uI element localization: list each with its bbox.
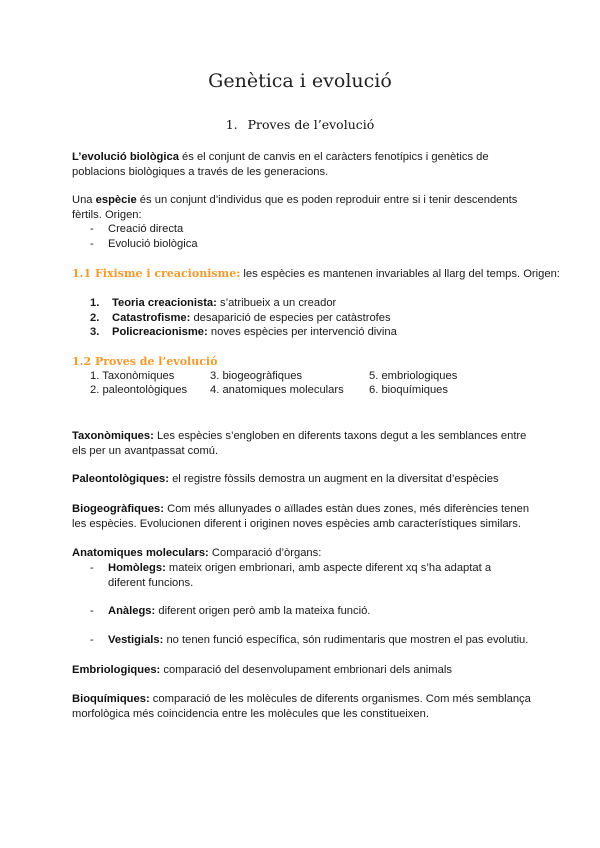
dash-bullet: - [90, 562, 94, 574]
intro-paragraph [72, 150, 489, 180]
intro-line2: poblacions biològiques a través de les generacions. [72, 166, 329, 178]
especie-line2: fèrtils. Origen: [72, 209, 142, 221]
section-heading [0, 117, 600, 132]
list-item [90, 296, 336, 311]
def-text: els per un avantpassat comú. [72, 445, 219, 457]
proves-item: 2. paleontològiques [90, 384, 188, 396]
biogeografiques-paragraph [72, 502, 529, 532]
list-item [90, 633, 528, 648]
def-text: Les espècies s’engloben en diferents taxons degut a les semblances entre [153, 430, 527, 442]
list-item [90, 604, 370, 619]
list-term: Homòlegs: [108, 562, 166, 574]
def-text: les espècies. Evolucionen diferent i originen noves espècies amb característiques similars. [72, 518, 521, 530]
document-title: Genètica i evolució [208, 70, 392, 92]
list-item-text: s’atribueix a un creador [216, 297, 337, 309]
section-number: 1. [225, 117, 238, 132]
list-term: Policreacionisme: [112, 326, 208, 338]
fixisme-text: les espècies es mantenen invariables al llarg del temps. Origen: [240, 268, 560, 280]
list-item [90, 237, 198, 252]
proves-item: 6. bioquímiques [369, 384, 448, 396]
dash-bullet: - [90, 634, 94, 646]
def-term: Paleontològiques: [72, 473, 169, 485]
proves-item: 3. biogeogràfiques [210, 370, 303, 382]
fixisme-paragraph [72, 266, 560, 282]
list-item-text: desaparició de especies per catàstrofes [190, 312, 391, 324]
def-term: Embriologiques: [72, 664, 161, 676]
def-text: Com més allunyades o aïllades estàn dues zones, més diferències tenen [164, 503, 530, 515]
def-term: Bioquímiques: [72, 693, 150, 705]
def-text: comparació de les molècules de diferents organismes. Com més semblança [149, 693, 531, 705]
paleontologiques-paragraph [72, 472, 499, 487]
especie-line1: és un conjunt d’individus que es poden reproduir entre si i tenir descendents [136, 194, 518, 206]
list-term: Vestigials: [108, 634, 164, 646]
list-term: Anàlegs: [108, 605, 156, 617]
dash-bullet: - [90, 238, 94, 250]
def-term: Biogeogràfiques: [72, 503, 164, 515]
def-text: morfològica més coincidencia entre les molècules que les constitueixen. [72, 708, 429, 720]
fixisme-heading: 1.1 Fixisme i creacionisme: [72, 267, 241, 280]
def-text: comparació del desenvolupament embrionari dels animals [160, 664, 452, 676]
list-number: 3. [90, 326, 100, 338]
especie-term: espècie [95, 194, 137, 206]
proves-item: 5. embriologiques [369, 370, 458, 382]
bioquimiques-paragraph [72, 692, 531, 722]
dash-bullet: - [90, 605, 94, 617]
embriologiques-paragraph [72, 663, 452, 678]
list-term: Catastrofisme: [112, 312, 191, 324]
intro-line1: és el conjunt de canvis en el caràcters fenotípics i genètics de [178, 151, 489, 163]
def-term: Taxonòmiques: [72, 430, 154, 442]
anatomiques-paragraph [72, 546, 321, 561]
list-item-text: Creació directa [108, 223, 184, 235]
dash-bullet: - [90, 223, 94, 235]
list-number: 2. [90, 312, 100, 324]
def-text: el registre fòssils demostra un augment en la diversitat d’espècies [168, 473, 499, 485]
list-item-text: noves espècies per intervenció divina [207, 326, 397, 338]
def-text: Comparació d’òrgans: [208, 547, 322, 559]
list-item-text: diferent origen però amb la mateixa funció. [155, 605, 371, 617]
list-item-text: mateix origen embrionari, amb aspecte diferent xq s’ha adaptat a [165, 562, 492, 574]
proves-item: 1. Taxonòmiques [90, 370, 175, 382]
list-item [90, 311, 391, 326]
list-item [90, 561, 491, 591]
list-term: Teoria creacionista: [112, 297, 217, 309]
list-item-text: Evolució biològica [108, 238, 198, 250]
list-item [90, 222, 183, 237]
list-item-text: no tenen funció específica, són rudimentaris que mostren el pas evolutiu. [163, 634, 529, 646]
taxonomiques-paragraph [72, 429, 526, 459]
intro-term: L’evolució biològica [72, 151, 179, 163]
proves-heading: 1.2 Proves de l’evolució [72, 355, 218, 368]
list-item-text: diferent funcions. [108, 577, 194, 589]
especie-pre: Una [72, 194, 96, 206]
proves-item: 4. anatomiques moleculars [210, 384, 344, 396]
list-item [90, 325, 397, 340]
section-title: Proves de l’evolució [247, 117, 375, 132]
def-term: Anatomiques moleculars: [72, 547, 209, 559]
especie-paragraph [72, 193, 517, 223]
list-number: 1. [90, 297, 100, 309]
